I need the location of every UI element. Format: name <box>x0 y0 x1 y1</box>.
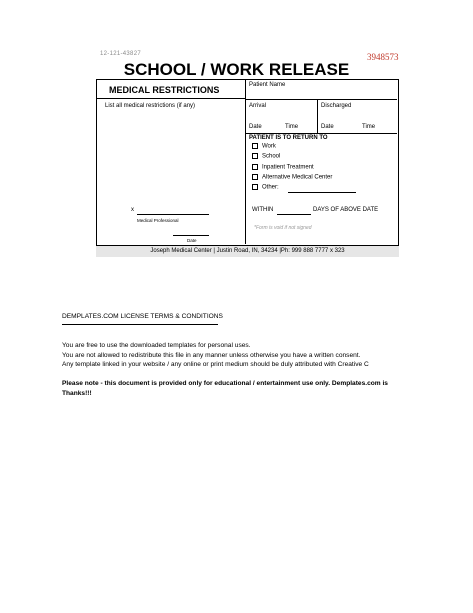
alternative-label: Alternative Medical Center <box>262 174 333 181</box>
release-form <box>96 79 399 246</box>
divider-under-arrival <box>245 133 397 134</box>
school-label: School <box>262 153 281 160</box>
license-note: Please note - this document is provided only for educational / entertainment use only. Demplates.com is <box>62 380 388 387</box>
return-option-other[interactable] <box>252 184 279 191</box>
footer-contact: Joseph Medical Center | Justin Road, IN, 34234 |Ph: 999 888 7777 x 323 <box>96 246 399 257</box>
arrival-label: Arrival <box>249 103 267 109</box>
arrival-date-label: Date <box>249 124 262 130</box>
document-code: 12-121-43827 <box>100 51 141 57</box>
return-to-header: PATIENT IS TO RETURN TO <box>249 135 328 141</box>
license-thanks: Thanks!!! <box>62 390 92 397</box>
return-option-inpatient[interactable] <box>252 164 314 171</box>
work-checkbox[interactable] <box>252 143 258 149</box>
signature-date-line[interactable] <box>173 235 209 236</box>
discharged-label: Discharged <box>321 103 352 109</box>
license-line-1: You are free to use the downloaded templates for personal uses. <box>62 342 251 349</box>
divider-arrival-discharged <box>317 99 318 133</box>
inpatient-checkbox[interactable] <box>252 164 258 170</box>
within-days-line[interactable] <box>277 214 311 215</box>
within-prefix: WITHIN <box>252 207 274 213</box>
other-checkbox[interactable] <box>252 184 258 190</box>
signature-x: x <box>131 207 134 213</box>
serial-number: 3948573 <box>367 52 399 62</box>
return-option-work[interactable] <box>252 143 276 150</box>
divider-under-restrictions-header <box>97 98 245 99</box>
signature-date-label: Date <box>187 238 197 243</box>
within-suffix: DAYS OF ABOVE DATE <box>313 207 379 213</box>
work-label: Work <box>262 143 276 150</box>
void-note: *Form is void if not signed <box>254 225 312 231</box>
signature-line[interactable] <box>137 214 209 215</box>
license-line-2: You are not allowed to redistribute this file in any manner unless otherwise you have a written consent. <box>62 352 361 359</box>
license-line-3: Any template linked in your website / any online or print medium should be duly attributed with Creative C <box>62 361 369 368</box>
license-heading-rule <box>62 324 218 325</box>
return-option-school[interactable] <box>252 153 280 160</box>
arrival-time-label: Time <box>285 124 299 130</box>
alternative-checkbox[interactable] <box>252 174 258 180</box>
divider-vertical-main <box>245 80 246 244</box>
other-label: Other: <box>262 184 279 191</box>
form-title: SCHOOL / WORK RELEASE <box>123 60 350 79</box>
return-option-alternative[interactable] <box>252 174 332 181</box>
patient-name-label: Patient Name <box>249 82 286 88</box>
inpatient-label: Inpatient Treatment <box>262 164 314 171</box>
discharged-time-label: Time <box>362 124 376 130</box>
license-heading: DEMPLATES.COM LICENSE TERMS & CONDITIONS <box>62 313 223 320</box>
list-restrictions-label: List all medical restrictions (if any) <box>105 103 196 109</box>
medical-professional-label: Medical Professional <box>137 218 179 223</box>
divider-under-patient-name <box>245 99 397 100</box>
discharged-date-label: Date <box>321 124 334 130</box>
medical-restrictions-header: MEDICAL RESTRICTIONS <box>109 85 220 95</box>
other-line[interactable] <box>288 192 356 193</box>
school-checkbox[interactable] <box>252 153 258 159</box>
